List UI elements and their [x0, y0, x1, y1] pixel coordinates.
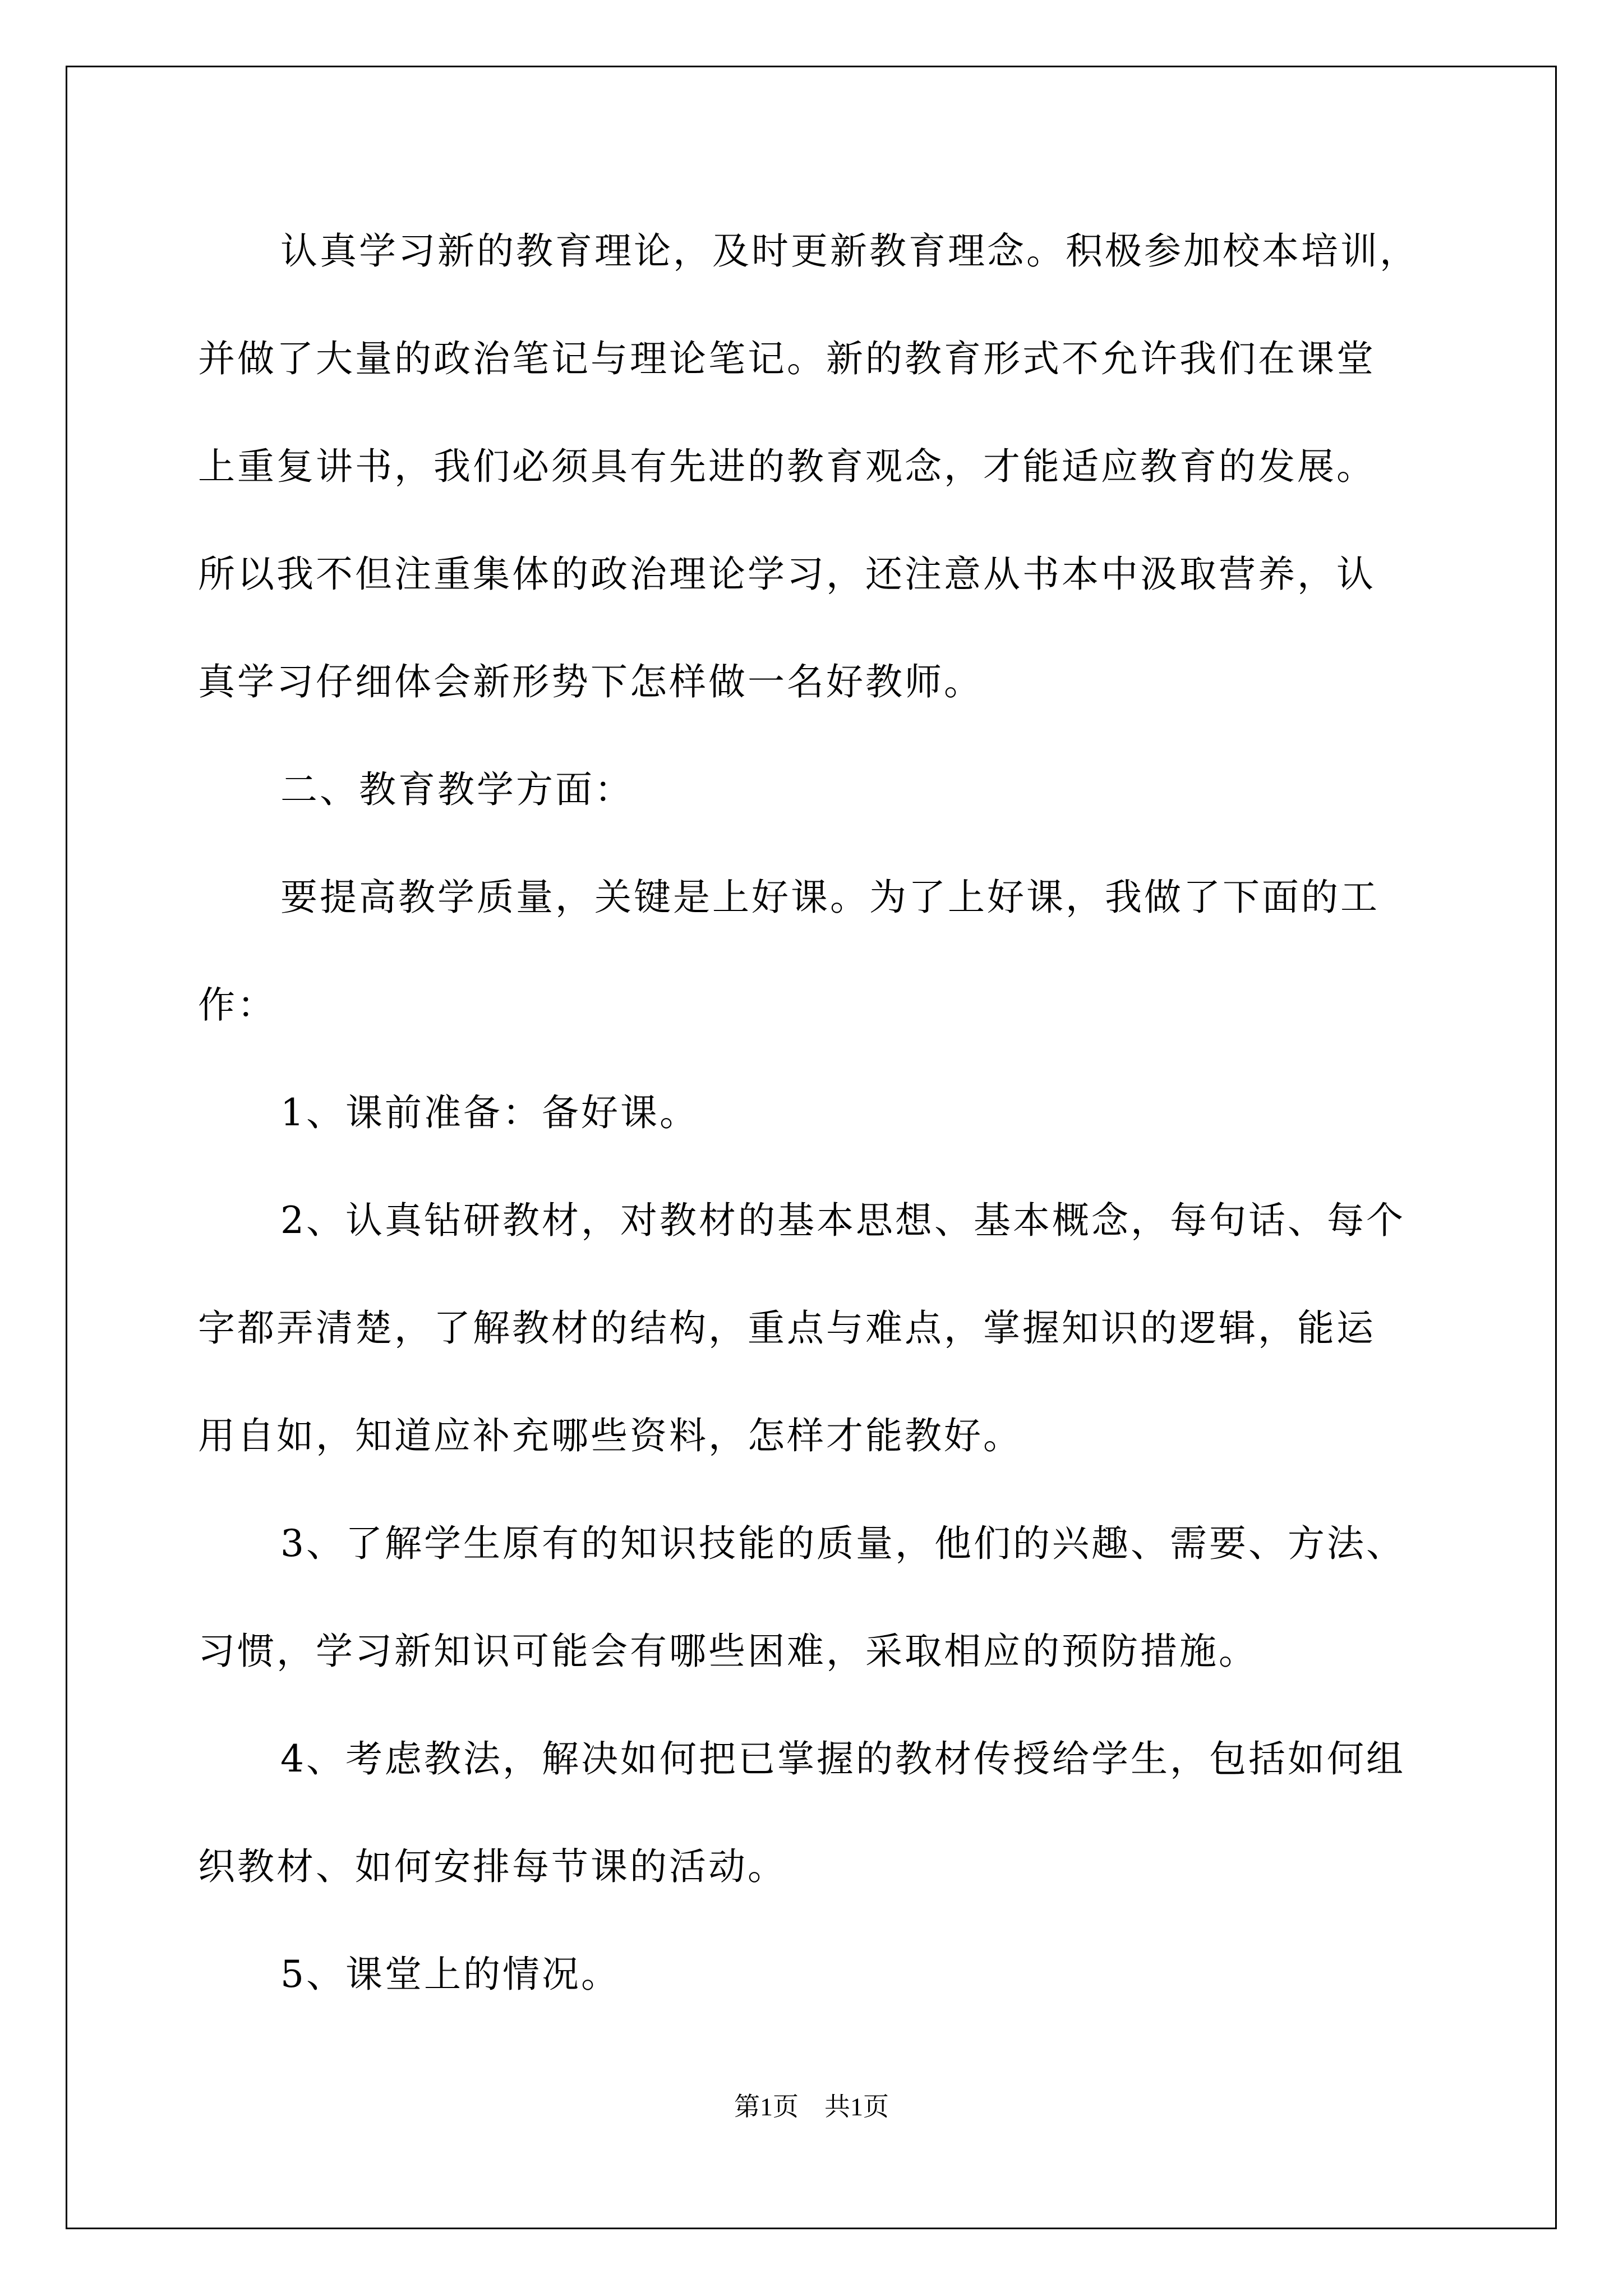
page-number-footer: 第1页 共1页: [734, 2092, 889, 2121]
list-item-1: 1、课前准备：备好课。: [280, 1091, 699, 1134]
paragraph-line: 所以我不但注重集体的政治理论学习，还注意从书本中汲取营养，认: [198, 553, 1376, 596]
paragraph-line: 作：: [198, 983, 276, 1027]
paragraph-line: 用自如，知道应补充哪些资料，怎样才能教好。: [198, 1414, 1022, 1457]
paragraph-line: 要提高教学质量，关键是上好课。为了上好课，我做了下面的工: [280, 876, 1380, 919]
list-item-5: 5、课堂上的情况。: [280, 1953, 620, 1996]
paragraph-line: 习惯，学习新知识可能会有哪些困难，采取相应的预防措施。: [198, 1630, 1258, 1673]
list-item-3: 3、了解学生原有的知识技能的质量，他们的兴趣、需要、方法、: [280, 1522, 1405, 1565]
page-border: [66, 66, 1557, 2229]
paragraph-line: 并做了大量的政治笔记与理论笔记。新的教育形式不允许我们在课堂: [198, 337, 1376, 380]
section-heading: 二、教育教学方面：: [280, 768, 634, 811]
list-item-2: 2、认真钻研教材，对教材的基本思想、基本概念，每句话、每个: [280, 1199, 1405, 1242]
paragraph-line: 上重复讲书，我们必须具有先进的教育观念，才能适应教育的发展。: [198, 445, 1376, 488]
paragraph-line: 织教材、如何安排每节课的活动。: [198, 1845, 787, 1888]
list-item-4: 4、考虑教法，解决如何把已掌握的教材传授给学生，包括如何组: [280, 1737, 1405, 1780]
paragraph-line: 认真学习新的教育理论，及时更新教育理念。积极参加校本培训，: [280, 229, 1419, 273]
paragraph-line: 真学习仔细体会新形势下怎样做一名好教师。: [198, 660, 983, 703]
paragraph-line: 字都弄清楚，了解教材的结构，重点与难点，掌握知识的逻辑，能运: [198, 1306, 1376, 1350]
